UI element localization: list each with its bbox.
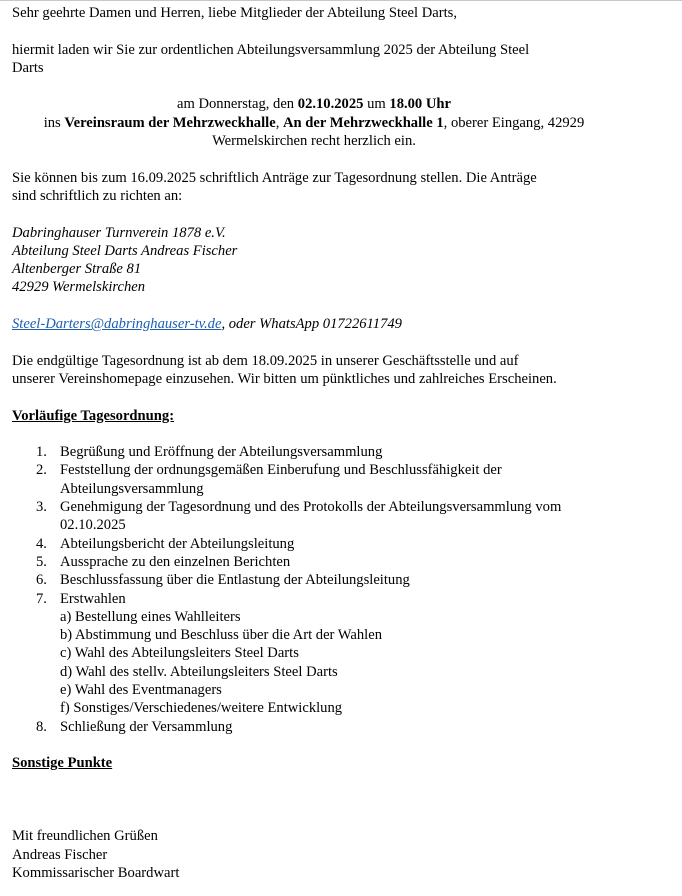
election-item: c) Wahl des Abteilungsleiters Steel Darts: [60, 645, 299, 662]
event-venue: Vereinsraum der Mehrzweckhalle: [64, 114, 276, 131]
agenda-item: 3. Genehmigung der Tagesordnung und des Protokolls der Abteilungsversammlung vom 02.10.2025: [36, 499, 562, 534]
email-link[interactable]: Steel-Darters@dabringhauser-tv.de: [12, 316, 222, 333]
contact-line: [12, 315, 622, 333]
motions-text: sind schriftlich zu richten an:: [12, 187, 183, 204]
agenda-item: 1. Begrüßung und Eröffnung der Abteilungsversammlung: [36, 444, 383, 461]
event-closing-line: Wermelskirchen recht herzlich ein.: [212, 133, 416, 150]
event-venue-line: ins Vereinsraum der Mehrzweckhalle, An der Mehrzweckhalle 1, oberer Eingang, 42929: [43, 114, 585, 131]
agenda-list: [12, 443, 622, 736]
election-items: [60, 608, 622, 718]
agenda-item: 7. Erstwahlen a) Bestellung eines Wahlleiters b) Abstimmung und Beschluss über die Art der Wahlen c) Wahl des Abteilungsleiters Steel Darts d) Wahl des stellv. Abteilungsleiters Steel Darts e) Wahl des Eventmanagers f) Sonstiges/Verschiedenes/weitere Entwicklung: [12, 590, 622, 718]
closing-greeting: Mit freundlichen Grüßen: [12, 828, 158, 845]
intro-line: Darts: [12, 59, 44, 76]
other-points-heading: Sonstige Punkte: [12, 755, 113, 772]
intro-line: hiermit laden wir Sie zur ordentlichen Abteilungsversammlung 2025 der Abteilung Steel: [12, 41, 530, 58]
election-item: d) Wahl des stellv. Abteilungsleiters Steel Darts: [60, 663, 338, 680]
agenda-heading: Vorläufige Tagesordnung:: [12, 407, 175, 424]
signer-name: Andreas Fischer: [12, 846, 108, 863]
address-line: Altenberger Straße 81: [12, 261, 142, 278]
signature-block: [12, 827, 622, 882]
event-street: An der Mehrzweckhalle 1: [283, 114, 444, 131]
agenda-item: 6. Beschlussfassung über die Entlastung der Abteilungsleitung: [36, 572, 410, 589]
election-item: f) Sonstiges/Verschiedenes/weitere Entwicklung: [60, 700, 343, 717]
invitation-document: [12, 4, 622, 882]
signer-role: Kommissarischer Boardwart: [12, 864, 180, 881]
election-item: e) Wahl des Eventmanagers: [60, 681, 222, 698]
postal-address: [12, 224, 622, 297]
salutation: Sehr geehrte Damen und Herren, liebe Mitglieder der Abteilung Steel Darts,: [12, 5, 457, 21]
event-details: [12, 95, 616, 150]
agenda-item: 8. Schließung der Versammlung: [36, 718, 233, 735]
final-agenda-text: unserer Vereinshomepage einzusehen. Wir bitten um pünktliches und zahlreiches Erscheinen.: [12, 370, 557, 387]
address-line: 42929 Wermelskirchen: [12, 279, 146, 296]
final-agenda-text: Die endgültige Tagesordnung ist ab dem 18.09.2025 in unserer Geschäftsstelle und auf: [12, 352, 519, 369]
whatsapp-text: , oder WhatsApp 01722611749: [221, 316, 402, 333]
election-item: a) Bestellung eines Wahlleiters: [60, 608, 241, 625]
agenda-item: 4. Abteilungsbericht der Abteilungsleitung: [36, 535, 295, 552]
agenda-item: 5. Aussprache zu den einzelnen Berichten: [36, 553, 291, 570]
election-item: b) Abstimmung und Beschluss über die Art der Wahlen: [60, 627, 383, 644]
event-time: 18.00 Uhr: [389, 96, 452, 113]
address-line: Abteilung Steel Darts Andreas Fischer: [12, 242, 238, 259]
event-date-line: am Donnerstag, den 02.10.2025 um 18.00 Uhr: [176, 96, 452, 113]
page-top-border: [0, 0, 682, 1]
agenda-item: 2. Feststellung der ordnungsgemäßen Einberufung und Beschlussfähigkeit der Abteilungsversammlung: [36, 462, 502, 497]
event-date: 02.10.2025: [297, 96, 364, 113]
motions-text: Sie können bis zum 16.09.2025 schriftlich Anträge zur Tagesordnung stellen. Die Anträge: [12, 169, 537, 186]
address-line: Dabringhauser Turnverein 1878 e.V.: [12, 224, 226, 241]
